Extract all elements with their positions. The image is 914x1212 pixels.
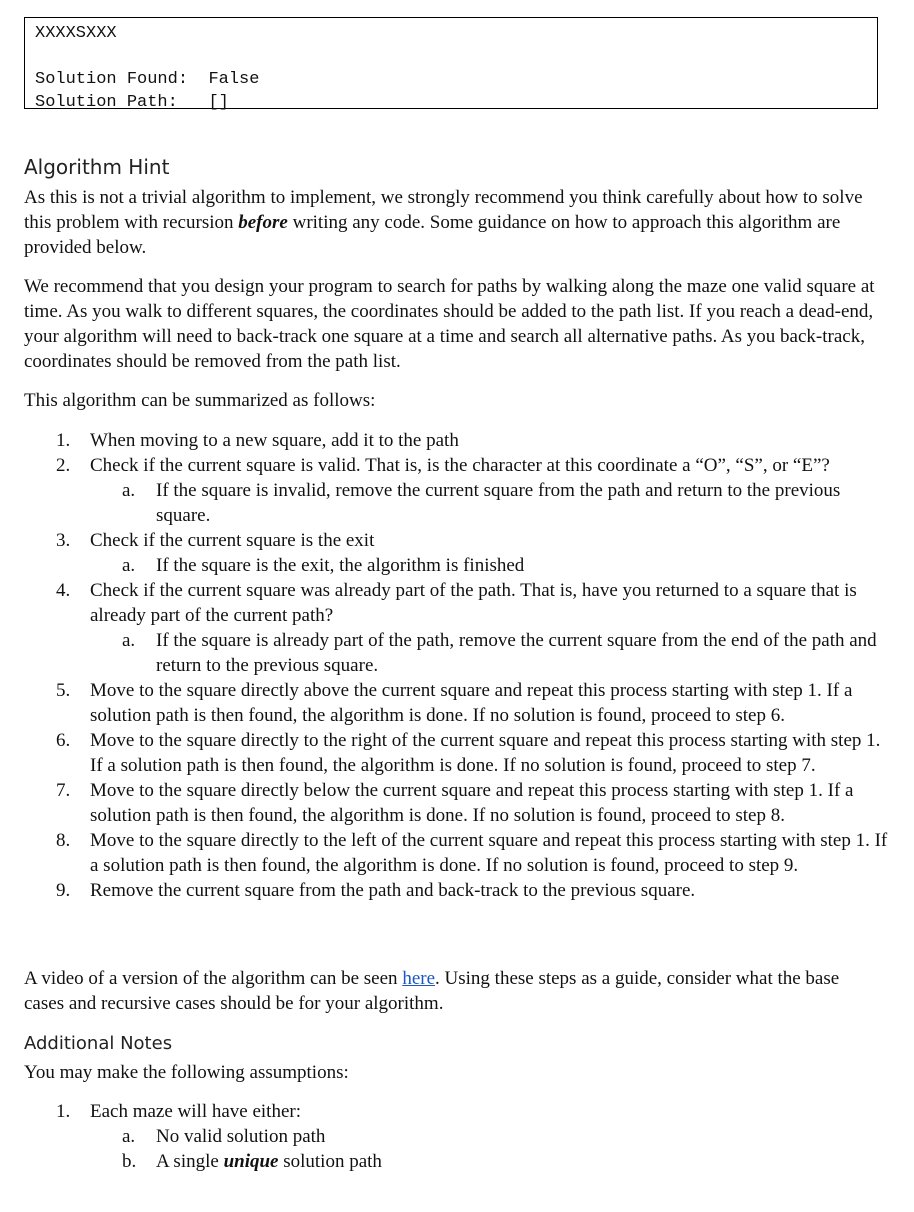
sub-item-text-post: solution path — [278, 1151, 382, 1172]
sub-list-item — [24, 553, 894, 578]
solution-found-line — [35, 68, 867, 91]
sub-step-text: If the square is the exit, the algorithm is finished — [156, 555, 525, 576]
sub-item-text: No valid solution path — [156, 1126, 326, 1147]
step-number: 5. — [56, 680, 71, 701]
step-text: Check if the current square is valid. That is, is the character at this coordinate a “O”, “S”, or “E”? — [90, 455, 830, 476]
list-item — [24, 678, 894, 728]
step-number: 4. — [56, 580, 71, 601]
solution-path-value: [] — [208, 93, 229, 112]
step-number: 1. — [56, 430, 71, 451]
step-text: Move to the square directly above the current square and repeat this process starting with step 1. If a solution path is then found, the algorithm is done. If no solution is found, proceed to step 6. — [90, 680, 853, 726]
hint-p1-text-b: writing any code. Some guidance on how to approach this algorithm are provided below. — [24, 212, 841, 258]
sub-item-text-pre: A single — [156, 1151, 224, 1172]
step-number: 7. — [56, 780, 71, 801]
sub-list-item — [24, 1124, 894, 1149]
maze-row: XXXXSXXX — [35, 24, 117, 43]
sub-list-item — [24, 478, 894, 528]
step-number: 9. — [56, 880, 71, 901]
hint-paragraph-4 — [24, 966, 884, 1016]
sub-step-letter: a. — [122, 630, 136, 651]
solution-found-label: Solution Found: — [35, 70, 189, 89]
step-text: Remove the current square from the path and back-track to the previous square. — [90, 880, 696, 901]
step-text: Move to the square directly to the right of the current square and repeat this process starting with step 1. If a solution path is then found, the algorithm is done. If no solution is found, proceed to step 7. — [90, 730, 881, 776]
sub-step-letter: a. — [122, 555, 136, 576]
step-text: Move to the square directly below the current square and repeat this process starting with step 1. If a solution path is then found, the algorithm is done. If no solution is found, proceed to step 8. — [90, 780, 854, 826]
list-item — [24, 828, 894, 878]
sub-list-item — [24, 628, 894, 678]
hint-paragraph-3: This algorithm can be summarized as follows: — [24, 390, 376, 411]
list-item — [24, 528, 894, 553]
hint-p1-text-a: As this is not a trivial algorithm to implement, we strongly recommend you think carefully about how to solve this problem with recursion — [24, 187, 863, 233]
code-output-box — [24, 17, 878, 112]
list-item — [24, 578, 894, 628]
step-number: 2. — [56, 455, 71, 476]
video-link[interactable]: here — [402, 968, 436, 989]
list-item — [24, 728, 894, 778]
sub-item-letter: a. — [122, 1126, 136, 1147]
step-text: Check if the current square is the exit — [90, 530, 375, 551]
algorithm-steps-list — [24, 428, 894, 903]
list-item — [24, 878, 894, 903]
step-number: 3. — [56, 530, 71, 551]
list-item — [24, 453, 894, 478]
list-item — [24, 778, 894, 828]
step-text: Check if the current square was already part of the path. That is, have you returned to a square that is already part of the current path? — [90, 580, 857, 626]
step-text: When moving to a new square, add it to the path — [90, 430, 459, 451]
sub-step-text: If the square is already part of the path, remove the current square from the end of the path and return to the previous square. — [156, 630, 877, 676]
sub-item-letter: b. — [122, 1151, 137, 1172]
hint-p4-text-b: . Using these steps as a guide, consider what the base cases and recursive cases should be for your algorithm. — [24, 968, 840, 1014]
solution-path-line — [35, 91, 867, 114]
notes-intro: You may make the following assumptions: — [24, 1062, 349, 1083]
item-number: 1. — [56, 1101, 71, 1122]
step-text: Move to the square directly to the left of the current square and repeat this process starting with step 1. If a solution path is then found, the algorithm is done. If no solution is found, proceed to step 9. — [90, 830, 888, 876]
sub-item-emphasis: unique — [223, 1151, 279, 1172]
solution-found-value: False — [208, 70, 260, 89]
hint-p1-emphasis: before — [238, 212, 288, 233]
algorithm-hint-heading: Algorithm Hint — [24, 155, 170, 179]
additional-notes-heading: Additional Notes — [24, 1033, 173, 1054]
sub-step-letter: a. — [122, 480, 136, 501]
item-text: Each maze will have either: — [90, 1101, 302, 1122]
list-item — [24, 428, 894, 453]
hint-paragraph-2: We recommend that you design your program to search for paths by walking along the maze one valid square at time. As you walk to different squares, the coordinates should be added to the path list. If you reach a dead-end, your algorithm will need to back-track one square at a time and search all alternative paths. As you back-track, coordinates should be removed from the path list. — [24, 276, 875, 372]
solution-path-label: Solution Path: — [35, 93, 178, 112]
sub-step-text: If the square is invalid, remove the current square from the path and return to the previous square. — [156, 480, 841, 526]
assumptions-list — [24, 1099, 894, 1174]
step-number: 8. — [56, 830, 71, 851]
hint-paragraph-1 — [24, 185, 884, 260]
hint-p4-text-a: A video of a version of the algorithm can be seen — [24, 968, 403, 989]
list-item — [24, 1099, 894, 1124]
step-number: 6. — [56, 730, 71, 751]
sub-list-item — [24, 1149, 894, 1174]
